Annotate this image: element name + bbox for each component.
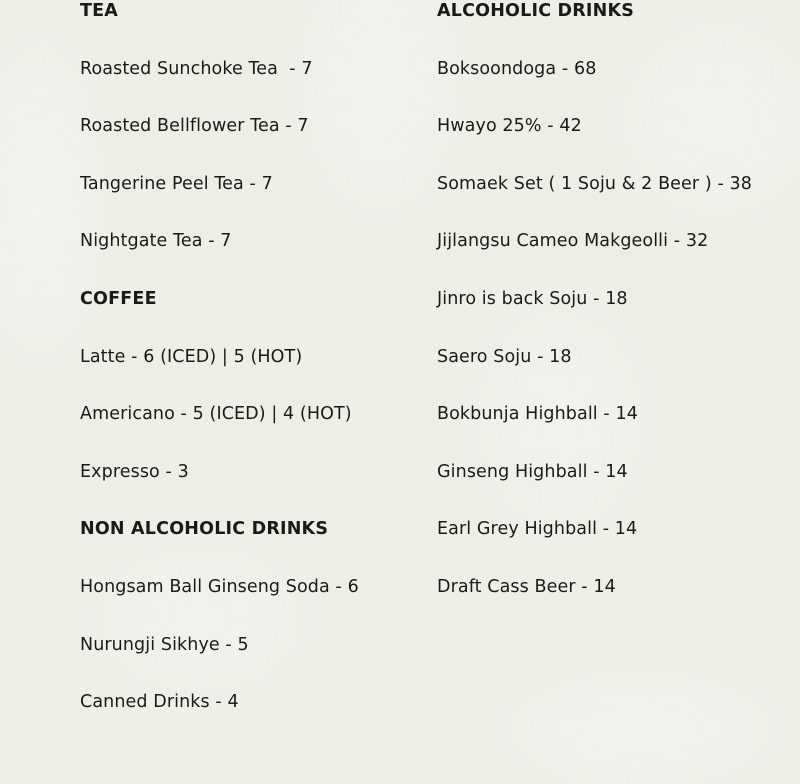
menu-item: [80, 58, 359, 116]
menu-item-text: Roasted Bellflower Tea - 7: [80, 116, 309, 137]
menu-item: [80, 173, 359, 231]
menu-item: [80, 634, 359, 692]
menu-item: [80, 691, 359, 749]
menu-item-text: Jijlangsu Cameo Makgeolli - 32: [437, 231, 709, 252]
menu-item-text: Roasted Sunchoke Tea - 7: [80, 58, 313, 79]
menu-item: [437, 576, 752, 634]
section-heading-coffee: [80, 288, 359, 346]
menu-item: [437, 288, 752, 346]
heading-text: ALCOHOLIC DRINKS: [437, 1, 635, 21]
heading-text: TEA: [80, 1, 119, 21]
menu-item-text: Somaek Set ( 1 Soju & 2 Beer ) - 38: [437, 173, 753, 194]
menu-item-text: Jinro is back Soju - 18: [437, 288, 628, 309]
menu-item-text: Hwayo 25% - 42: [437, 116, 582, 137]
menu-item: [437, 230, 752, 288]
menu-item-text: Saero Soju - 18: [437, 346, 572, 367]
menu-item-text: Expresso - 3: [80, 461, 189, 482]
menu-item: [80, 403, 359, 461]
menu-item: [80, 346, 359, 404]
menu-item: [437, 518, 752, 576]
section-heading-alcoholic-drinks: [437, 0, 752, 58]
menu-item: [80, 461, 359, 519]
heading-text: NON ALCOHOLIC DRINKS: [80, 519, 329, 540]
menu-item-text: Bokbunja Highball - 14: [437, 404, 638, 425]
menu-item-text: Nightgate Tea - 7: [80, 231, 232, 252]
menu-item-text: Nurungji Sikhye - 5: [80, 634, 249, 655]
section-heading-tea: [80, 0, 359, 58]
menu-item: [80, 576, 359, 634]
menu-item-text: Tangerine Peel Tea - 7: [80, 173, 273, 194]
menu-item: [437, 115, 752, 173]
heading-text: COFFEE: [80, 288, 157, 309]
menu-item: [437, 403, 752, 461]
menu-item-text: Hongsam Ball Ginseng Soda - 6: [80, 576, 359, 597]
menu-item: [80, 115, 359, 173]
menu-item-text: Canned Drinks - 4: [80, 692, 239, 713]
right-menu-column: [437, 0, 752, 634]
menu-item-text: Ginseng Highball - 14: [437, 461, 628, 482]
left-menu-column: [80, 0, 359, 749]
menu-item: [437, 461, 752, 519]
menu-item-text: Americano - 5 (ICED) | 4 (HOT): [80, 404, 352, 425]
menu-item: [437, 346, 752, 404]
menu-item: [437, 173, 752, 231]
menu-item-text: Draft Cass Beer - 14: [437, 576, 616, 597]
menu-item: [80, 230, 359, 288]
menu-item: [437, 58, 752, 116]
menu-item-text: Boksoondoga - 68: [437, 58, 597, 79]
section-heading-non-alcoholic-drinks: [80, 518, 359, 576]
menu-item-text: Earl Grey Highball - 14: [437, 519, 638, 540]
menu-item-text: Latte - 6 (ICED) | 5 (HOT): [80, 346, 303, 367]
